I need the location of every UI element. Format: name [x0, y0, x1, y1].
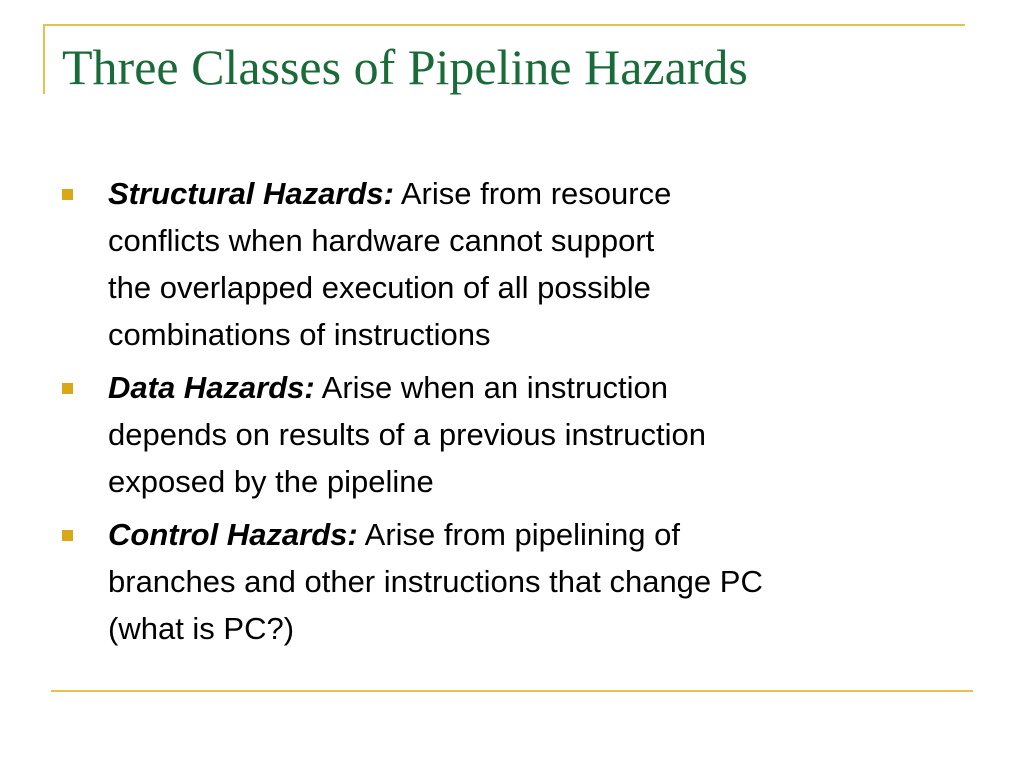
bullet-text: combinations of instructions	[108, 317, 491, 352]
bullet-control-hazards	[62, 511, 962, 652]
bullet-structural-hazards	[62, 170, 962, 358]
bullet-data-hazards	[62, 364, 962, 505]
square-bullet-icon	[62, 383, 73, 394]
bullet-text: branches and other instructions that change PC	[108, 564, 763, 599]
bullet-term: Control Hazards:	[108, 517, 358, 552]
bullet-text: exposed by the pipeline	[108, 464, 434, 499]
bullet-text: conflicts when hardware cannot support	[108, 223, 655, 258]
bullet-text: Arise when an instruction	[321, 370, 668, 405]
bullet-list	[62, 170, 962, 658]
bullet-text: (what is PC?)	[108, 611, 295, 646]
square-bullet-icon	[62, 189, 73, 200]
bullet-text: Arise from resource	[400, 176, 672, 211]
bullet-text: the overlapped execution of all possible	[108, 270, 651, 305]
bullet-line	[108, 170, 962, 217]
bullet-term: Data Hazards:	[108, 370, 315, 405]
slide-title: Three Classes of Pipeline Hazards	[62, 39, 748, 95]
top-rule	[43, 24, 965, 26]
bullet-text: Arise from pipelining of	[364, 517, 680, 552]
bullet-term: Structural Hazards:	[108, 176, 394, 211]
bullet-line	[108, 364, 962, 411]
square-bullet-icon	[62, 530, 73, 541]
left-rule	[43, 24, 45, 94]
bullet-line	[108, 511, 962, 558]
bottom-rule	[51, 690, 973, 692]
bullet-text: depends on results of a previous instruction	[108, 417, 706, 452]
